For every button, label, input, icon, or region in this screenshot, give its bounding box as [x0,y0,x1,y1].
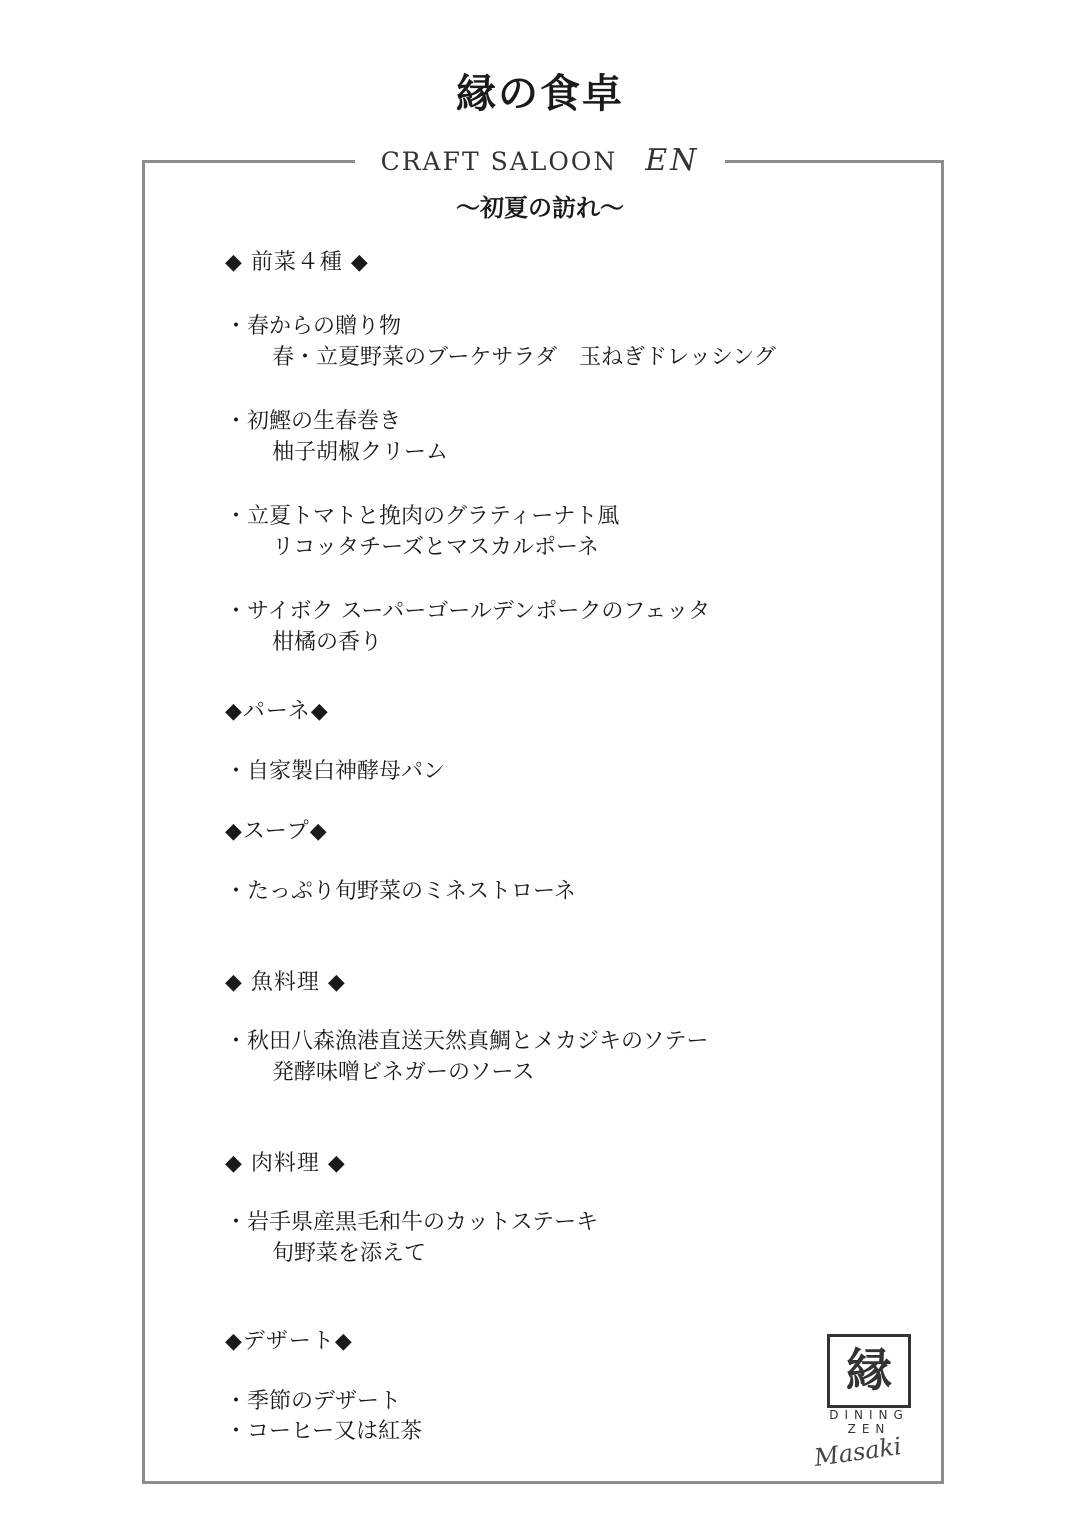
menu-item-name: ・立夏トマトと挽肉のグラティーナト風 [225,504,620,529]
menu-item-desc: リコッタチーズとマスカルポーネ [272,535,599,560]
page-title: 縁の食卓 [456,70,624,117]
menu-item-name: ・岩手県産黒毛和牛のカットステーキ [225,1210,599,1235]
section-fish: ◆ 魚料理 ◆ [225,970,346,995]
menu-item-name: ・季節のデザート [225,1389,402,1414]
section-zensai: ◆ 前菜４種 ◆ [225,250,369,275]
menu-item-name: ・サイボク スーパーゴールデンポークのフェッタ [225,599,711,624]
menu-item-desc: 発酵味噌ビネガーのソース [272,1060,535,1085]
banner-name: CRAFT SALOON [380,147,618,176]
menu-subtitle: ～初夏の訪れ～ [456,193,624,222]
banner-en: EN [645,143,700,178]
menu-item-desc: 旬野菜を添えて [272,1241,427,1266]
section-meat: ◆ 肉料理 ◆ [225,1151,346,1176]
menu-item-name: ・春からの贈り物 [225,314,402,339]
banner [355,143,725,183]
menu-item-name: ・コーヒー又は紅茶 [225,1419,423,1444]
section-pane: ◆パーネ◆ [225,699,329,724]
menu-item-name: ・秋田八森漁港直送天然真鯛とメカジキのソテー [225,1029,709,1054]
section-dessert: ◆デザート◆ [225,1329,353,1354]
logo-signature: Masaki [812,1432,904,1472]
menu-item-desc: 柚子胡椒クリーム [272,440,449,465]
menu-item-name: ・初鰹の生春巻き [225,409,402,434]
menu-item-desc: 柑橘の香り [272,630,383,655]
menu-item-desc: 春・立夏野菜のブーケサラダ 玉ねぎドレッシング [272,345,776,370]
menu-item-name: ・自家製白神酵母パン [225,759,446,784]
logo-mark: 縁 [827,1334,911,1408]
logo-word-zen: ZEN [847,1422,891,1436]
section-soup: ◆スープ◆ [225,819,328,844]
logo-word-dining: DINING [829,1408,909,1422]
menu-item-name: ・たっぷり旬野菜のミネストローネ [225,879,576,904]
dining-zen-logo [812,1334,912,1472]
